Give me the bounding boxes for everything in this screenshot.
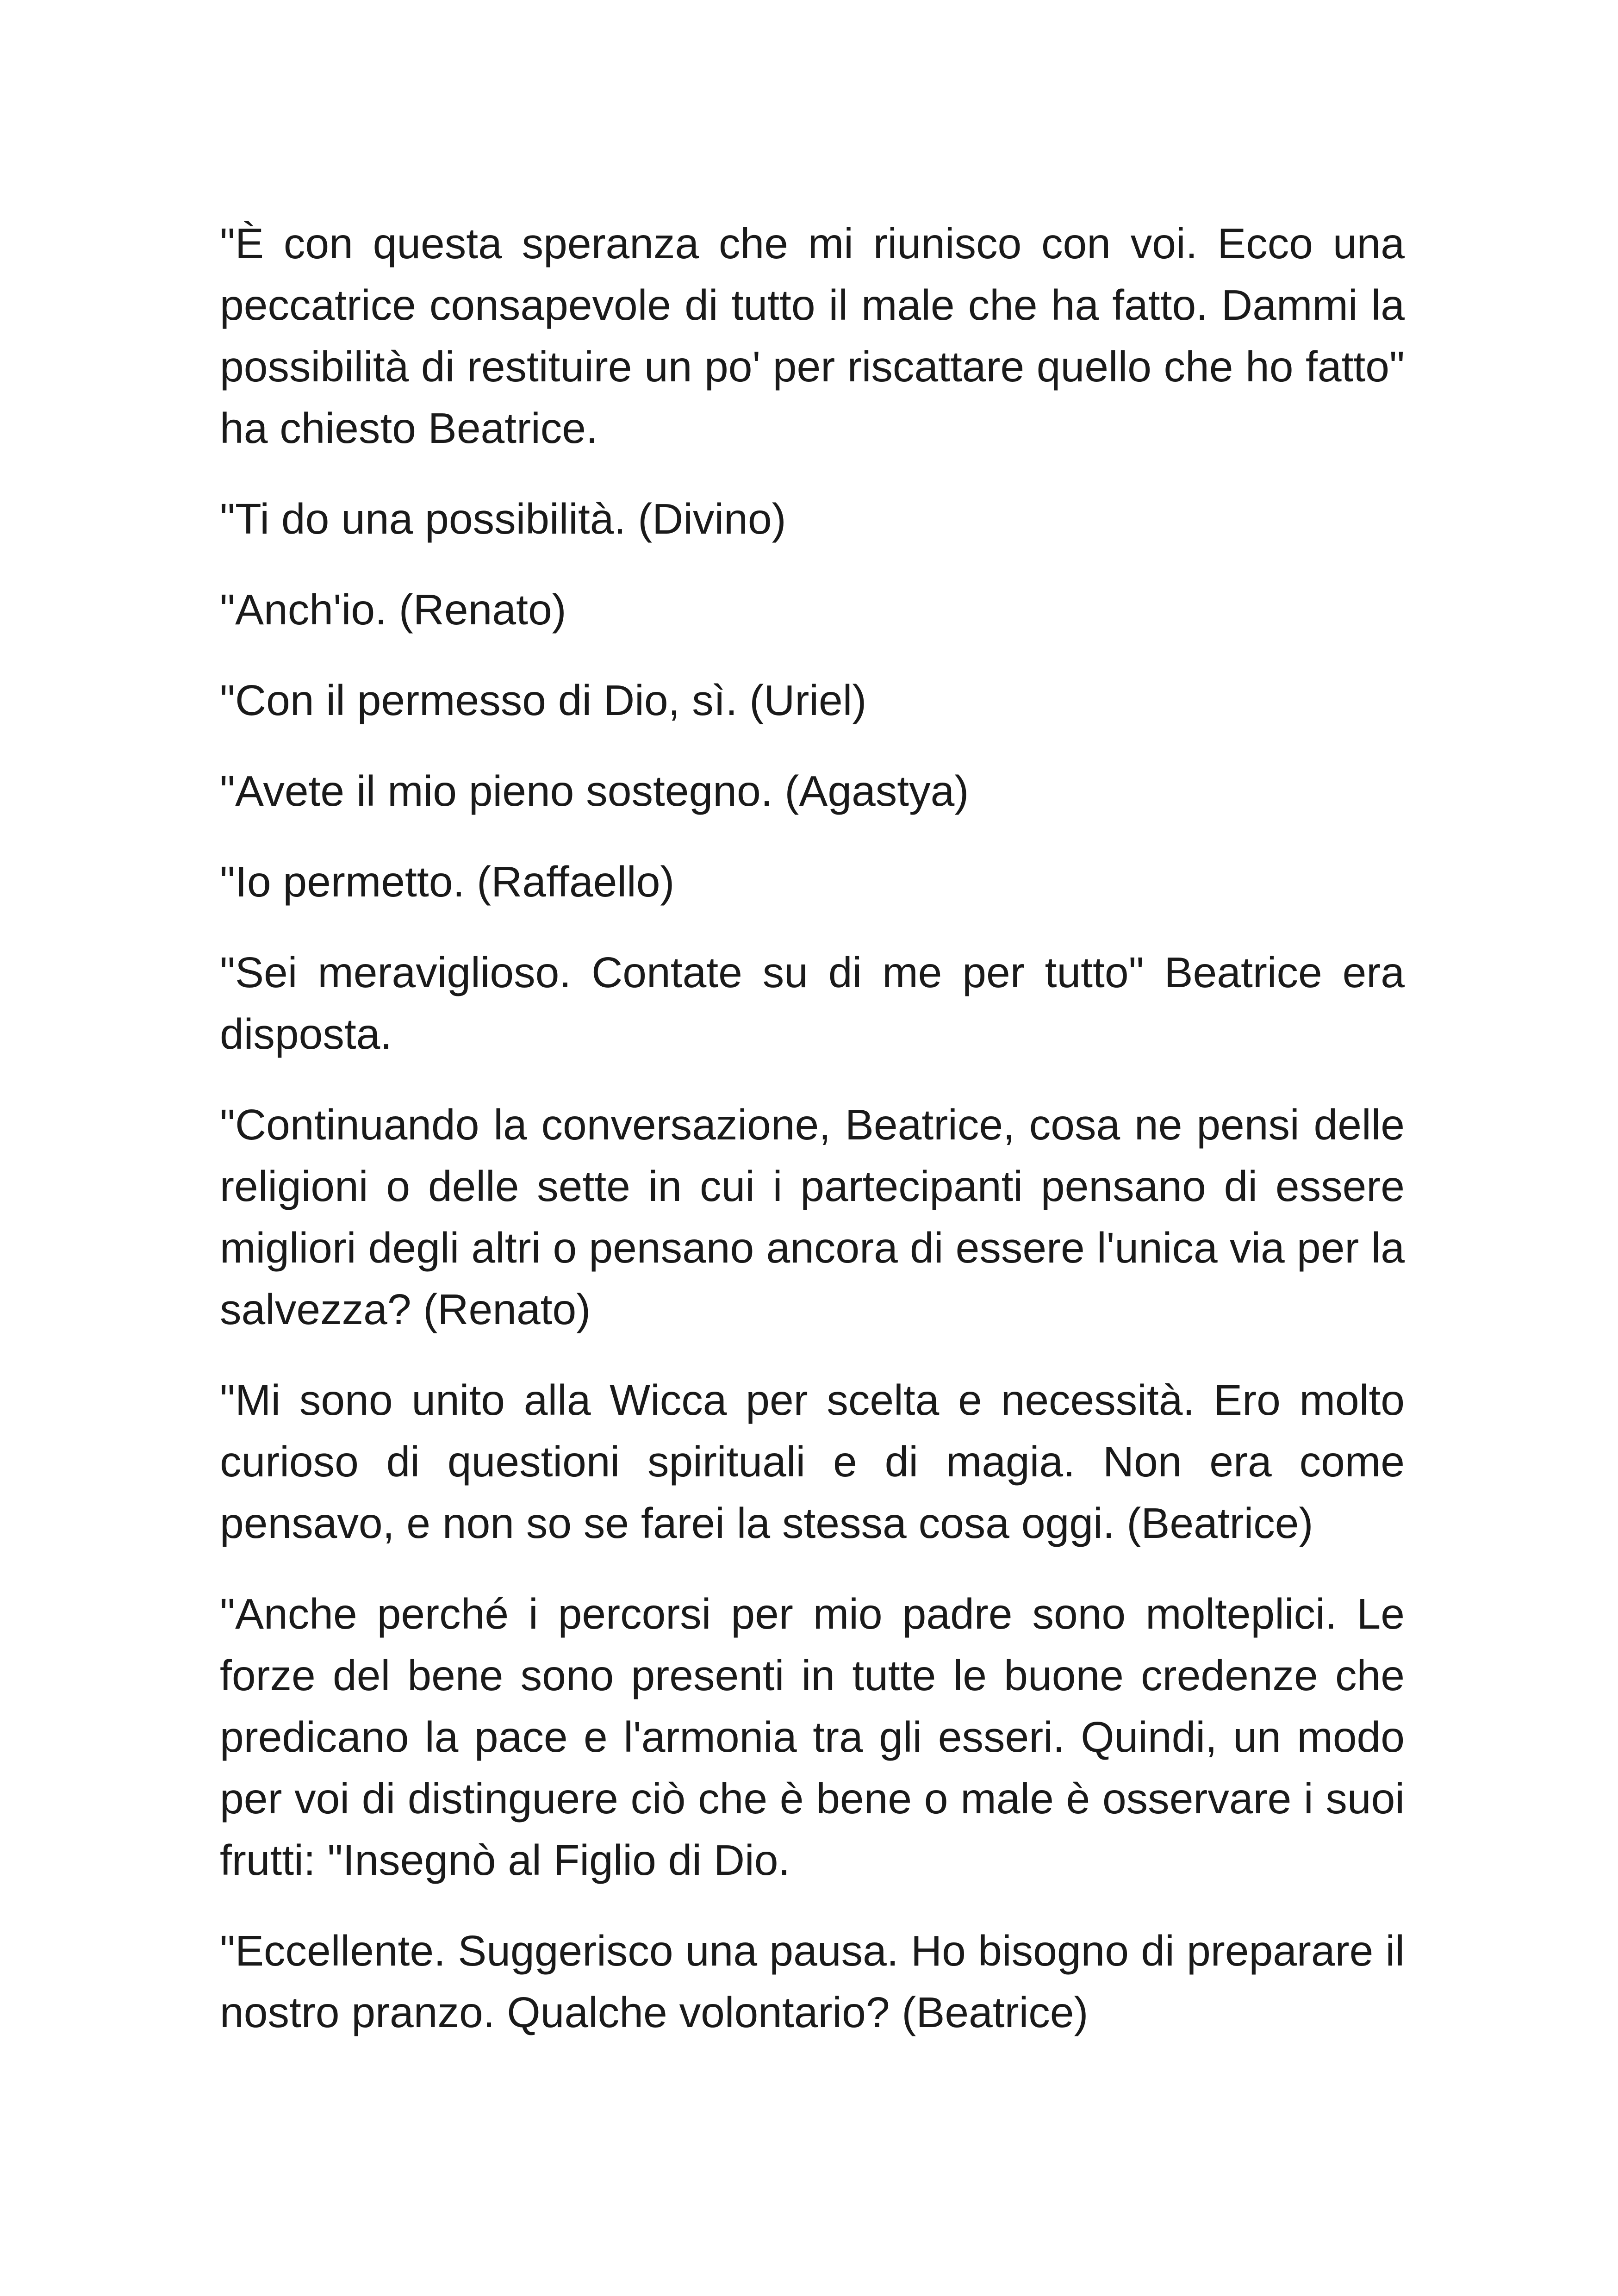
paragraph-2: "Ti do una possibilità. (Divino)	[220, 495, 786, 543]
document-body	[220, 213, 1405, 2072]
paragraph-10: "Anche perché i percorsi per mio padre sono molteplici. Le forze del bene sono presenti in tutte le buone credenze che predicano la pace e l'armonia tra gli esseri. Quindi, un modo per voi di distinguere ciò che è bene o male è osservare i suoi frutti: "Insegnò al Figlio di Dio.	[220, 1590, 1405, 1884]
paragraph-8: "Continuando la conversazione, Beatrice, cosa ne pensi delle religioni o delle sette in cui i partecipanti pensano di essere migliori degli altri o pensano ancora di essere l'unica via per la salvezza? (Renato)	[220, 1101, 1405, 1333]
paragraph-11: "Eccellente. Suggerisco una pausa. Ho bisogno di preparare il nostro pranzo. Qualche volontario? (Beatrice)	[220, 1927, 1405, 2036]
paragraph-5: "Avete il mio pieno sostegno. (Agastya)	[220, 767, 969, 815]
paragraph-9: "Mi sono unito alla Wicca per scelta e necessità. Ero molto curioso di questioni spirituali e di magia. Non era come pensavo, e non so se farei la stessa cosa oggi. (Beatrice)	[220, 1376, 1405, 1547]
paragraph-1: "È con questa speranza che mi riunisco con voi. Ecco una peccatrice consapevole di tutto il male che ha fatto. Dammi la possibilità di restituire un po' per riscattare quello che ho fatto" ha chiesto Beatrice.	[220, 219, 1405, 452]
paragraph-7: "Sei meraviglioso. Contate su di me per tutto" Beatrice era disposta.	[220, 948, 1405, 1058]
paragraph-6: "Io permetto. (Raffaello)	[220, 858, 675, 906]
paragraph-3: "Anch'io. (Renato)	[220, 585, 566, 634]
paragraph-4: "Con il permesso di Dio, sì. (Uriel)	[220, 676, 867, 724]
